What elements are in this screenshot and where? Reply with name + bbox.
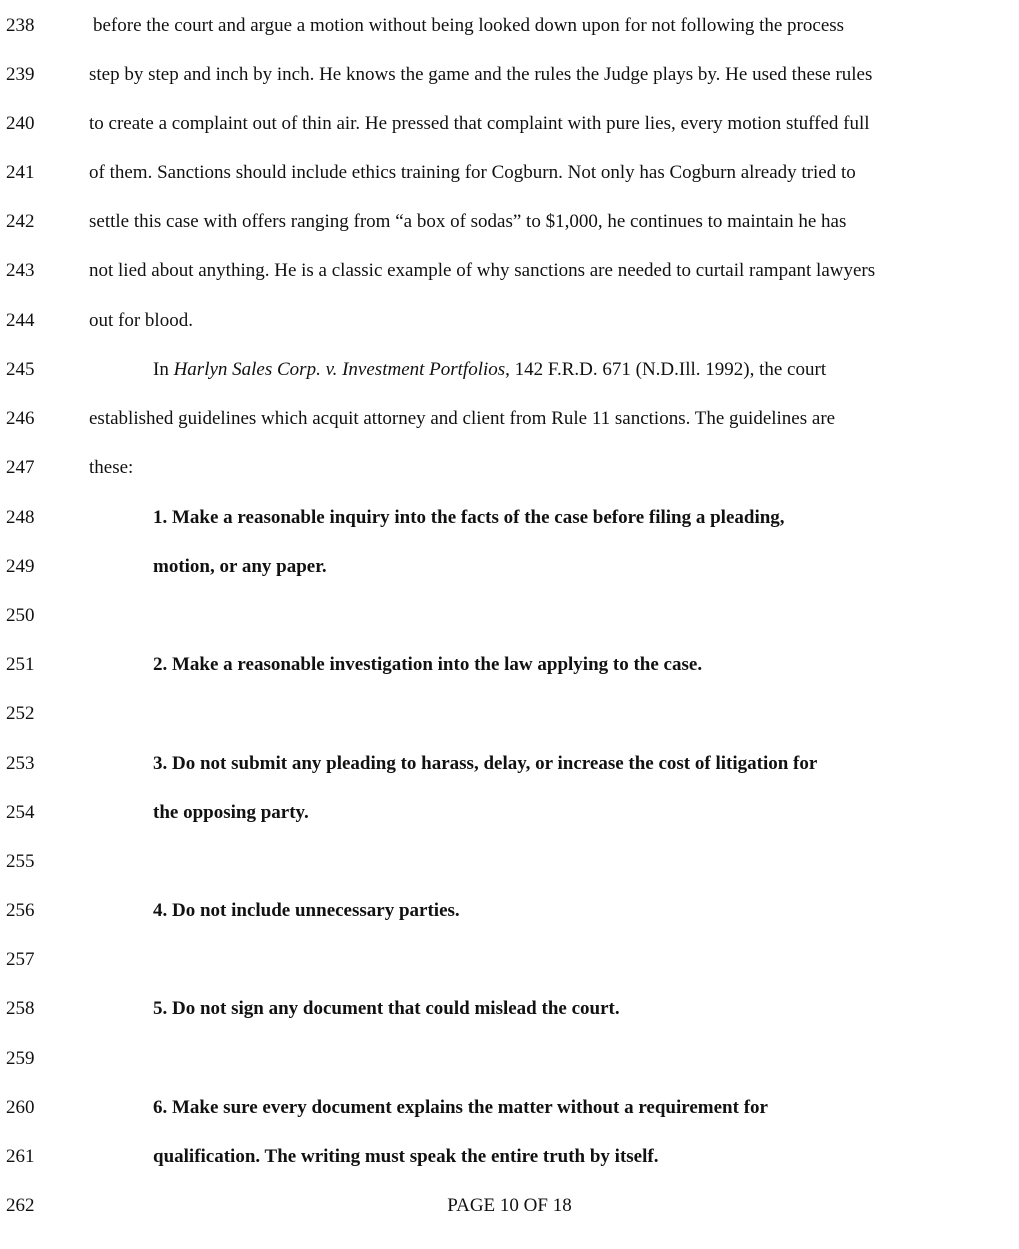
line-246 xyxy=(0,408,1019,438)
body-text: out for blood. xyxy=(89,310,193,331)
line-252 xyxy=(0,703,1019,733)
line-250 xyxy=(0,605,1019,635)
line-243 xyxy=(0,260,1019,290)
line-number: 257 xyxy=(6,949,35,970)
line-number: 254 xyxy=(6,802,35,823)
line-253 xyxy=(0,753,1019,783)
line-241 xyxy=(0,162,1019,192)
line-number: 244 xyxy=(6,310,35,331)
body-text: before the court and argue a motion without being looked down upon for not following the process xyxy=(93,15,845,36)
body-text: settle this case with offers ranging from “a box of sodas” to $1,000, he continues to maintain he has xyxy=(89,211,847,232)
line-number: 242 xyxy=(6,211,35,232)
guideline-1-cont: motion, or any paper. xyxy=(153,556,327,577)
line-247 xyxy=(0,457,1019,487)
line-240 xyxy=(0,113,1019,143)
case-name: Harlyn Sales Corp. v. Investment Portfolios xyxy=(173,359,506,380)
line-number: 253 xyxy=(6,753,35,774)
line-number: 248 xyxy=(6,507,35,528)
line-251 xyxy=(0,654,1019,684)
line-256 xyxy=(0,900,1019,930)
line-number: 261 xyxy=(6,1146,35,1167)
body-text: of them. Sanctions should include ethics training for Cogburn. Not only has Cogburn already tried to xyxy=(89,162,856,183)
line-244 xyxy=(0,310,1019,340)
line-number: 258 xyxy=(6,998,35,1019)
line-238 xyxy=(0,15,1019,45)
line-245 xyxy=(0,359,1019,389)
line-number: 243 xyxy=(6,260,35,281)
line-239 xyxy=(0,64,1019,94)
line-260 xyxy=(0,1097,1019,1127)
line-number: 251 xyxy=(6,654,35,675)
guideline-3-cont: the opposing party. xyxy=(153,802,309,823)
guideline-3: 3. Do not submit any pleading to harass, delay, or increase the cost of litigation for xyxy=(153,753,818,774)
line-249 xyxy=(0,556,1019,586)
body-text: not lied about anything. He is a classic example of why sanctions are needed to curtail rampant lawyers xyxy=(89,260,876,281)
line-255 xyxy=(0,851,1019,881)
guideline-1: 1. Make a reasonable inquiry into the facts of the case before filing a pleading, xyxy=(153,507,785,528)
line-number: 238 xyxy=(6,15,35,36)
line-number: 247 xyxy=(6,457,35,478)
line-number: 259 xyxy=(6,1048,35,1069)
line-number: 240 xyxy=(6,113,35,134)
line-number: 246 xyxy=(6,408,35,429)
line-number: 260 xyxy=(6,1097,35,1118)
line-257 xyxy=(0,949,1019,979)
line-259 xyxy=(0,1048,1019,1078)
body-text-citation xyxy=(153,359,826,381)
line-number: 249 xyxy=(6,556,35,577)
citation-prefix: In xyxy=(153,359,174,380)
line-261 xyxy=(0,1146,1019,1176)
line-number: 256 xyxy=(6,900,35,921)
citation-suffix: , 142 F.R.D. 671 (N.D.Ill. 1992), the court xyxy=(505,359,827,380)
guideline-2: 2. Make a reasonable investigation into the law applying to the case. xyxy=(153,654,703,675)
guideline-6-cont: qualification. The writing must speak the entire truth by itself. xyxy=(153,1146,659,1167)
line-number: 262 xyxy=(6,1195,35,1216)
guideline-4: 4. Do not include unnecessary parties. xyxy=(153,900,460,921)
line-248 xyxy=(0,507,1019,537)
line-number: 245 xyxy=(6,359,35,380)
guideline-6: 6. Make sure every document explains the matter without a requirement for xyxy=(153,1097,768,1118)
line-258 xyxy=(0,998,1019,1028)
body-text: established guidelines which acquit attorney and client from Rule 11 sanctions. The guidelines are xyxy=(89,408,836,429)
body-text: these: xyxy=(89,457,134,478)
line-254 xyxy=(0,802,1019,832)
guideline-5: 5. Do not sign any document that could mislead the court. xyxy=(153,998,620,1019)
line-242 xyxy=(0,211,1019,241)
body-text: step by step and inch by inch. He knows the game and the rules the Judge plays by. He used these rules xyxy=(89,64,873,85)
page-footer: PAGE 10 OF 18 xyxy=(447,1195,572,1216)
line-number: 252 xyxy=(6,703,35,724)
line-number: 255 xyxy=(6,851,35,872)
body-text: to create a complaint out of thin air. He pressed that complaint with pure lies, every motion stuffed full xyxy=(89,113,870,134)
line-number: 239 xyxy=(6,64,35,85)
line-number: 250 xyxy=(6,605,35,626)
line-number: 241 xyxy=(6,162,35,183)
